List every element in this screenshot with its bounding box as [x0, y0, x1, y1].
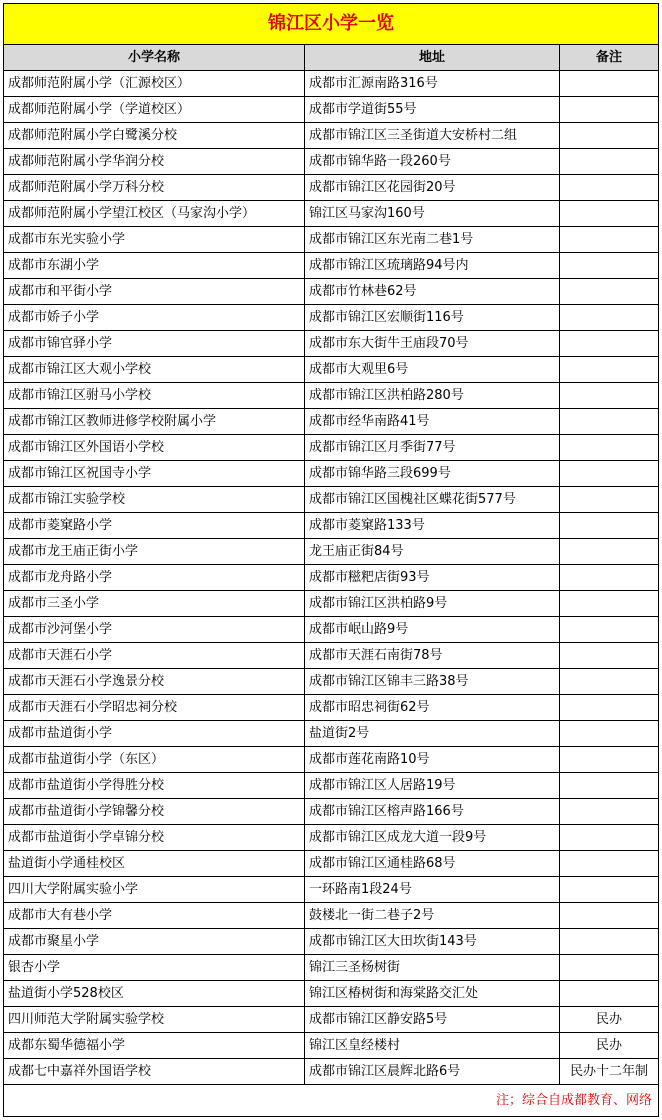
school-name-cell: 银杏小学	[4, 955, 305, 981]
table-title: 锦江区小学一览	[4, 4, 659, 45]
school-name-cell: 盐道街小学528校区	[4, 981, 305, 1007]
note-cell	[560, 461, 659, 487]
school-name-cell: 成都市锦官驿小学	[4, 331, 305, 357]
address-cell: 成都市锦江区通桂路68号	[305, 851, 560, 877]
table-row	[4, 1033, 659, 1059]
school-name-cell: 成都市锦江区外国语小学校	[4, 435, 305, 461]
table-row	[4, 981, 659, 1007]
note-cell	[560, 253, 659, 279]
header-note: 备注	[560, 45, 659, 71]
school-name-cell: 成都师范附属小学华润分校	[4, 149, 305, 175]
note-cell	[560, 565, 659, 591]
table-row	[4, 357, 659, 383]
address-cell: 成都市东大街牛王庙段70号	[305, 331, 560, 357]
school-name-cell: 成都市娇子小学	[4, 305, 305, 331]
table-row	[4, 97, 659, 123]
school-name-cell: 成都市盐道街小学锦馨分校	[4, 799, 305, 825]
address-cell: 成都市锦华路一段260号	[305, 149, 560, 175]
school-name-cell: 成都市锦江区大观小学校	[4, 357, 305, 383]
address-cell: 成都市大观里6号	[305, 357, 560, 383]
table-row	[4, 877, 659, 903]
table-row	[4, 825, 659, 851]
note-cell	[560, 71, 659, 97]
note-cell	[560, 487, 659, 513]
address-cell: 成都市锦江区花园街20号	[305, 175, 560, 201]
address-cell: 成都市学道街55号	[305, 97, 560, 123]
address-cell: 成都市天涯石南街78号	[305, 643, 560, 669]
table-row	[4, 227, 659, 253]
note-cell	[560, 123, 659, 149]
school-name-cell: 成都市和平街小学	[4, 279, 305, 305]
note-cell	[560, 825, 659, 851]
address-cell: 成都市昭忠祠街62号	[305, 695, 560, 721]
address-cell: 成都市岷山路9号	[305, 617, 560, 643]
note-cell	[560, 643, 659, 669]
address-cell: 成都市经华南路41号	[305, 409, 560, 435]
school-name-cell: 成都市天涯石小学昭忠祠分校	[4, 695, 305, 721]
school-name-cell: 盐道街小学通桂校区	[4, 851, 305, 877]
note-cell	[560, 383, 659, 409]
table-row	[4, 565, 659, 591]
table-row	[4, 903, 659, 929]
address-cell: 成都市锦江区洪柏路9号	[305, 591, 560, 617]
table-row	[4, 175, 659, 201]
note-cell	[560, 877, 659, 903]
table-row	[4, 955, 659, 981]
address-cell: 锦江区皇经楼村	[305, 1033, 560, 1059]
address-cell: 成都市锦江区琉璃路94号内	[305, 253, 560, 279]
table-row	[4, 643, 659, 669]
note-cell	[560, 305, 659, 331]
address-cell: 成都市锦江区锦丰三路38号	[305, 669, 560, 695]
school-name-cell: 成都市锦江区驸马小学校	[4, 383, 305, 409]
address-cell: 成都市汇源南路316号	[305, 71, 560, 97]
table-row	[4, 929, 659, 955]
table-row	[4, 435, 659, 461]
note-cell: 民办	[560, 1007, 659, 1033]
table-row	[4, 305, 659, 331]
address-cell: 成都市锦江区月季街77号	[305, 435, 560, 461]
school-name-cell: 成都市锦江区教师进修学校附属小学	[4, 409, 305, 435]
note-cell	[560, 175, 659, 201]
address-cell: 成都市锦江区东光南二巷1号	[305, 227, 560, 253]
school-name-cell: 成都师范附属小学（汇源校区）	[4, 71, 305, 97]
school-name-cell: 成都市三圣小学	[4, 591, 305, 617]
address-cell: 成都市锦江区成龙大道一段9号	[305, 825, 560, 851]
table-row	[4, 149, 659, 175]
address-cell: 锦江区马家沟160号	[305, 201, 560, 227]
table-row	[4, 71, 659, 97]
school-name-cell: 成都七中嘉祥外国语学校	[4, 1059, 305, 1085]
note-cell	[560, 97, 659, 123]
school-name-cell: 成都市沙河堡小学	[4, 617, 305, 643]
address-cell: 成都市菱窠路133号	[305, 513, 560, 539]
table-row	[4, 851, 659, 877]
header-address: 地址	[305, 45, 560, 71]
title-row	[4, 4, 659, 45]
address-cell: 成都市锦华路三段699号	[305, 461, 560, 487]
address-cell: 成都市锦江区晨辉北路6号	[305, 1059, 560, 1085]
table-row	[4, 617, 659, 643]
note-cell	[560, 539, 659, 565]
note-cell	[560, 929, 659, 955]
school-name-cell: 成都市东光实验小学	[4, 227, 305, 253]
table-row	[4, 695, 659, 721]
address-cell: 成都市竹林巷62号	[305, 279, 560, 305]
note-cell	[560, 955, 659, 981]
address-cell: 成都市锦江区三圣街道大安桥村二组	[305, 123, 560, 149]
school-name-cell: 成都市盐道街小学卓锦分校	[4, 825, 305, 851]
school-name-cell: 成都市东湖小学	[4, 253, 305, 279]
note-cell	[560, 799, 659, 825]
footer-row	[4, 1085, 659, 1117]
table-body	[4, 71, 659, 1085]
table-row	[4, 461, 659, 487]
note-cell	[560, 513, 659, 539]
note-cell	[560, 695, 659, 721]
table-row	[4, 669, 659, 695]
address-cell: 一环路南1段24号	[305, 877, 560, 903]
address-cell: 龙王庙正街84号	[305, 539, 560, 565]
note-cell	[560, 617, 659, 643]
note-cell	[560, 851, 659, 877]
table-row	[4, 201, 659, 227]
note-cell	[560, 591, 659, 617]
school-name-cell: 成都市锦江实验学校	[4, 487, 305, 513]
school-name-cell: 成都师范附属小学望江校区（马家沟小学）	[4, 201, 305, 227]
note-cell	[560, 773, 659, 799]
school-name-cell: 成都市盐道街小学（东区）	[4, 747, 305, 773]
table-row	[4, 331, 659, 357]
school-list-sheet	[3, 3, 658, 1117]
school-name-cell: 成都东蜀华德福小学	[4, 1033, 305, 1059]
note-cell	[560, 903, 659, 929]
note-cell: 民办十二年制	[560, 1059, 659, 1085]
school-name-cell: 成都市盐道街小学	[4, 721, 305, 747]
address-cell: 鼓楼北一街二巷子2号	[305, 903, 560, 929]
school-name-cell: 四川师范大学附属实验学校	[4, 1007, 305, 1033]
note-cell	[560, 201, 659, 227]
table-row	[4, 591, 659, 617]
school-name-cell: 成都市天涯石小学	[4, 643, 305, 669]
table-row	[4, 253, 659, 279]
table-row	[4, 383, 659, 409]
school-name-cell: 成都市龙舟路小学	[4, 565, 305, 591]
table-row	[4, 773, 659, 799]
address-cell: 成都市锦江区大田坎街143号	[305, 929, 560, 955]
header-row	[4, 45, 659, 71]
address-cell: 成都市锦江区宏顺街116号	[305, 305, 560, 331]
address-cell: 成都市锦江区国槐社区蝶花街577号	[305, 487, 560, 513]
table-row	[4, 747, 659, 773]
source-note: 注；综合自成都教育、网络	[4, 1085, 659, 1117]
table-row	[4, 721, 659, 747]
table-row	[4, 539, 659, 565]
address-cell: 成都市锦江区人居路19号	[305, 773, 560, 799]
note-cell	[560, 409, 659, 435]
address-cell: 盐道街2号	[305, 721, 560, 747]
address-cell: 成都市锦江区榕声路166号	[305, 799, 560, 825]
note-cell	[560, 721, 659, 747]
address-cell: 成都市莲花南路10号	[305, 747, 560, 773]
school-table	[3, 3, 659, 1117]
address-cell: 成都市锦江区静安路5号	[305, 1007, 560, 1033]
address-cell: 成都市糍粑店街93号	[305, 565, 560, 591]
address-cell: 锦江三圣杨树街	[305, 955, 560, 981]
table-row	[4, 1007, 659, 1033]
table-row	[4, 1059, 659, 1085]
address-cell: 成都市锦江区洪柏路280号	[305, 383, 560, 409]
note-cell	[560, 227, 659, 253]
school-name-cell: 成都市龙王庙正街小学	[4, 539, 305, 565]
school-name-cell: 成都市菱窠路小学	[4, 513, 305, 539]
school-name-cell: 成都师范附属小学（学道校区）	[4, 97, 305, 123]
school-name-cell: 成都市大有巷小学	[4, 903, 305, 929]
school-name-cell: 成都市盐道街小学得胜分校	[4, 773, 305, 799]
table-row	[4, 513, 659, 539]
note-cell	[560, 357, 659, 383]
note-cell	[560, 279, 659, 305]
note-cell	[560, 747, 659, 773]
table-row	[4, 487, 659, 513]
table-row	[4, 409, 659, 435]
header-name: 小学名称	[4, 45, 305, 71]
note-cell: 民办	[560, 1033, 659, 1059]
school-name-cell: 成都市天涯石小学逸景分校	[4, 669, 305, 695]
school-name-cell: 四川大学附属实验小学	[4, 877, 305, 903]
note-cell	[560, 981, 659, 1007]
table-row	[4, 279, 659, 305]
table-row	[4, 123, 659, 149]
school-name-cell: 成都师范附属小学万科分校	[4, 175, 305, 201]
school-name-cell: 成都师范附属小学白鹭溪分校	[4, 123, 305, 149]
school-name-cell: 成都市锦江区祝国寺小学	[4, 461, 305, 487]
note-cell	[560, 331, 659, 357]
school-name-cell: 成都市聚星小学	[4, 929, 305, 955]
table-row	[4, 799, 659, 825]
address-cell: 锦江区椿树街和海棠路交汇处	[305, 981, 560, 1007]
note-cell	[560, 149, 659, 175]
note-cell	[560, 669, 659, 695]
note-cell	[560, 435, 659, 461]
